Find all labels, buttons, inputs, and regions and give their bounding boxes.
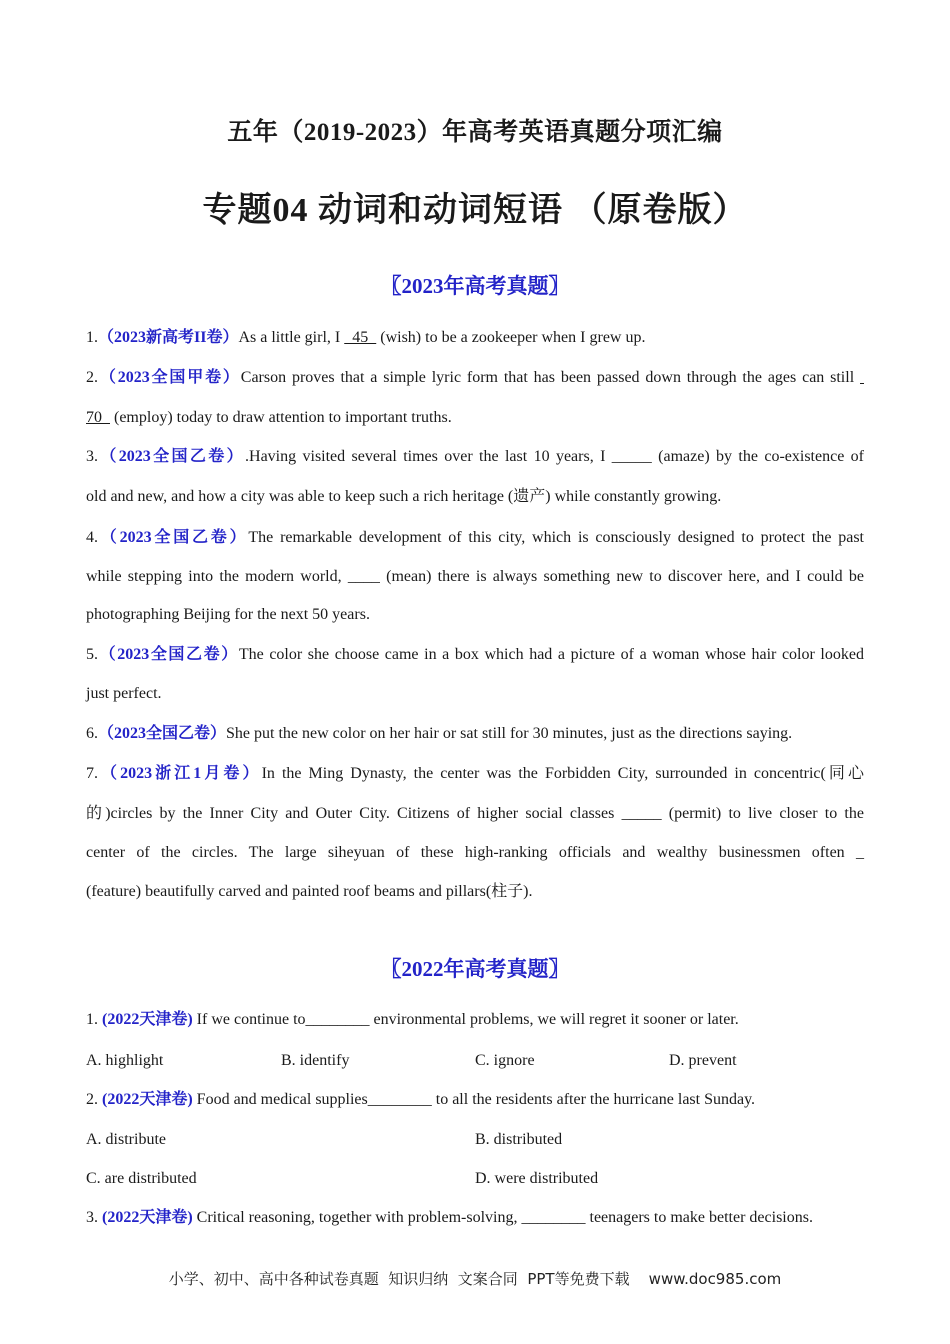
document-title: 五年（2019-2023）年高考英语真题分项汇编 [227,119,723,146]
question-source-tag: （2023全国乙卷） [98,529,249,546]
question-2023-4-cont2: photographing Beijing for the next 50 years. [86,606,370,623]
section-heading-2022: 〖2022年高考真题〗 [380,957,570,981]
question-2023-3: 3.（2023全国乙卷）.Having visited several times over the last 10 years, I _____ (amaze) by the co-existence of [86,448,864,465]
question-2023-7-cont3: (feature) beautifully carved and painted roof beams and pillars(柱子). [86,883,533,900]
question-source-tag: （2023全国乙卷） [98,448,246,465]
question-2023-2-cont: 70 (employ) today to draw attention to important truths. [86,409,452,426]
question-2023-1: 1.（2023新高考II卷）As a little girl, I 45 (wish) to be a zookeeper when I grew up. [86,329,646,346]
question-2022-1: 1. (2022天津卷) If we continue to________ environmental problems, we will regret it sooner or later. [86,1011,739,1028]
option-a: A. highlight [86,1052,164,1069]
answer-blank: _____ [611,448,652,465]
answer-blank: _____ [621,805,662,822]
option-d: D. were distributed [475,1170,599,1187]
answer-blank: 45 [344,329,377,346]
answer-blank: 70 [86,409,110,426]
question-source-tag: （2023全国乙卷） [98,646,239,663]
question-source-tag: (2022天津卷) [102,1011,193,1028]
question-2023-6: 6.（2023全国乙卷）She put the new color on her hair or sat still for 30 minutes, just as the directions saying. [86,725,793,742]
question-2023-7-cont: 的)circles by the Inner City and Outer City. Citizens of higher social classes _____ (permit) to live closer to the [86,805,864,822]
question-source-tag: (2022天津卷) [102,1209,193,1226]
section-heading-2023: 〖2023年高考真题〗 [380,274,570,298]
answer-blank [860,369,864,386]
question-2023-4-cont: while stepping into the modern world, ____ (mean) there is always something new to discover here, and I could be [86,568,865,585]
question-2022-2: 2. (2022天津卷) Food and medical supplies________ to all the residents after the hurricane last Sunday. [86,1091,756,1108]
question-source-tag: （2023全国乙卷） [98,725,227,742]
question-2023-5: 5.（2023全国乙卷）The color she choose came in a box which had a picture of a woman whose hair color looked [86,646,864,663]
question-source-tag: （2023浙江1月卷） [98,765,262,782]
page-footer: 小学、初中、高中各种试卷真题 知识归纳 文案合同 PPT等免费下载 www.doc985.com [168,1270,782,1288]
option-c: C. are distributed [86,1170,197,1187]
question-source-tag: （2023全国甲卷） [98,369,241,386]
question-2022-3: 3. (2022天津卷) Critical reasoning, together with problem-solving, ________ teenagers to make better decisions. [86,1209,813,1226]
question-2023-5-cont: just perfect. [86,685,162,702]
option-b: B. distributed [475,1131,563,1148]
question-source-tag: （2023新高考II卷） [98,329,239,346]
option-c: C. ignore [475,1052,535,1069]
answer-blank: _ [856,844,864,861]
question-source-tag: (2022天津卷) [102,1091,193,1108]
question-2023-2: 2.（2023全国甲卷）Carson proves that a simple lyric form that has been passed down through the ages can still [86,368,864,388]
question-2023-7: 7.（2023浙江1月卷）In the Ming Dynasty, the center was the Forbidden City, surrounded in concentric(同心 [86,765,864,782]
document-subtitle: 专题04 动词和动词短语 （原卷版） [202,192,748,229]
option-b: B. identify [281,1052,350,1069]
question-2023-4: 4.（2023全国乙卷）The remarkable development of this city, which is consciously designed to protect the past [86,529,864,546]
question-2023-7-cont2: center of the circles. The large siheyuan of these high-ranking officials and wealthy businessmen often _ [86,844,864,861]
question-2023-3-cont: old and new, and how a city was able to keep such a rich heritage (遗产) while constantly growing. [86,488,722,505]
option-a: A. distribute [86,1131,166,1148]
answer-blank: ____ [347,568,380,585]
option-d: D. prevent [669,1052,737,1069]
